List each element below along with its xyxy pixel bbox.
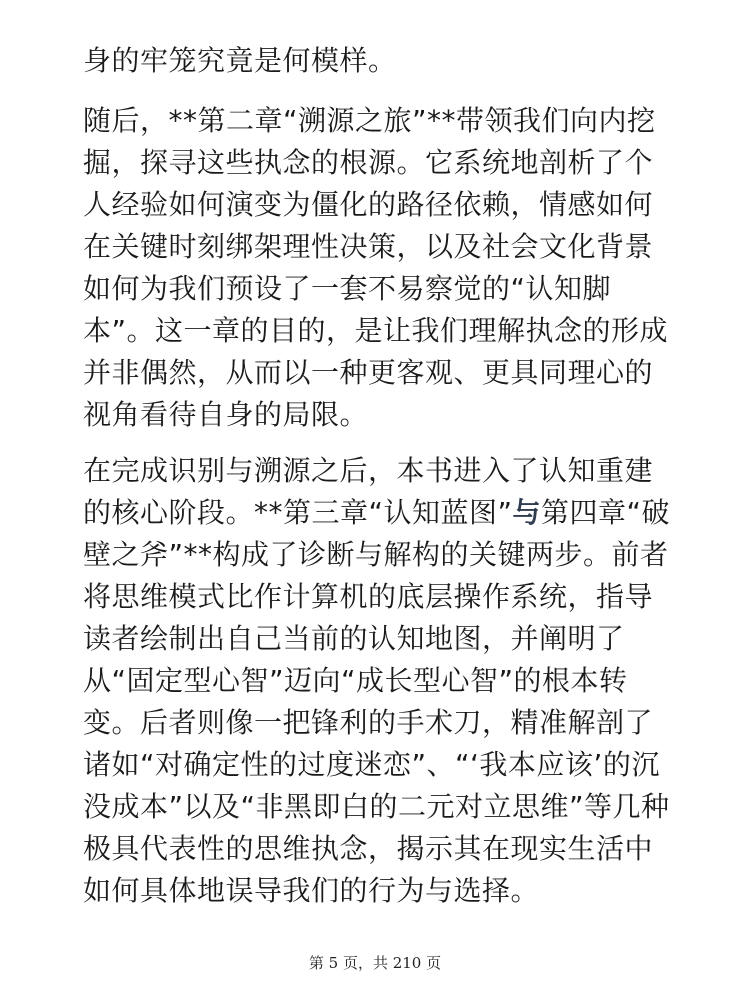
document-page xyxy=(83,40,673,926)
paragraph-3-part-1: 在完成识别与溯源之后，本书进入了认知重建的核心阶段。**第三章“认知蓝图” xyxy=(83,454,654,529)
paragraph-2: 随后，**第二章“溯源之旅”**带领我们向内挖掘，探寻这些执念的根源。它系统地剖析了个人经验如何演变为僵化的路径依赖，情感如何在关键时刻绑架理性决策，以及社会文化背景如何为我们预设了一套不易察觉的“认知脚本”。这一章的目的，是让我们理解执念的形成并非偶然，从而以一种更客观、更具同理心的视角看待自身的局限。 xyxy=(83,104,669,431)
paragraph-1: 身的牢笼究竟是何模样。 xyxy=(83,44,397,77)
paragraph-3-emphasis: 与 xyxy=(512,496,542,529)
paragraph-3-part-2: 第四章“破壁之斧”**构成了诊断与解构的关键两步。前者将思维模式比作计算机的底层操作系统，指导读者绘制出自己当前的认知地图，并阐明了从“固定型心智”迈向“成长型心智”的根本转变。后者则像一把锋利的手术刀，精准解剖了诸如“对确定性的过度迷恋”、“‘我本应该’的沉没成本”以及“非黑即白的二元对立思维”等几种极具代表性的思维执念，揭示其在现实生活中如何具体地误导我们的行为与选择。 xyxy=(83,496,671,907)
paragraph-3 xyxy=(83,450,673,912)
page-number-footer: 第 5 页，共 210 页 xyxy=(308,954,442,972)
